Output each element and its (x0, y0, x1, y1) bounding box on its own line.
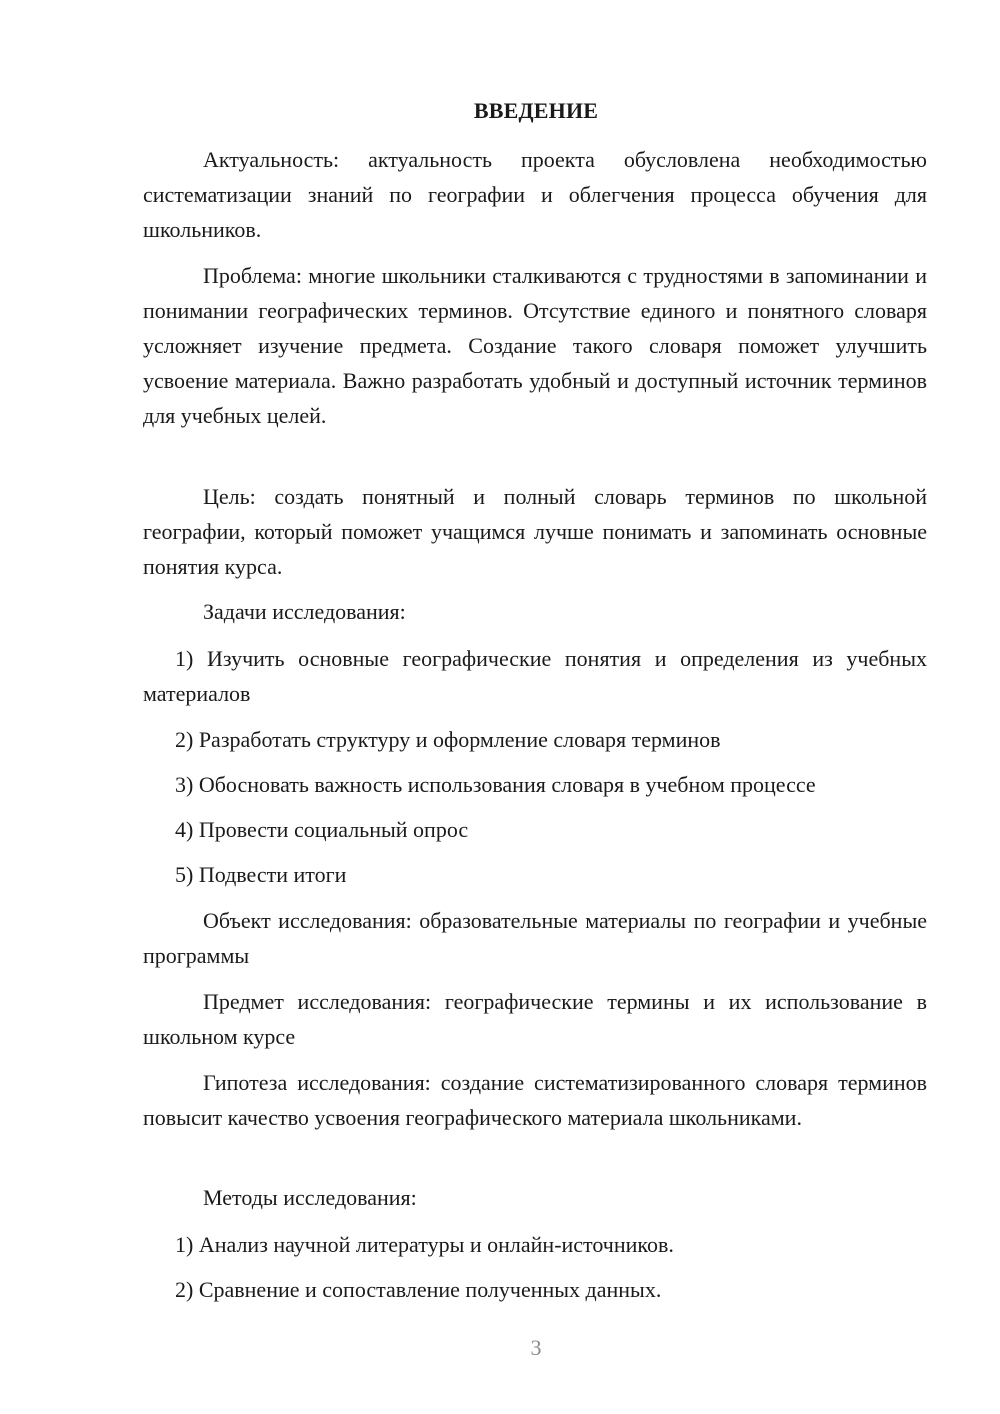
page-number: 3 (530, 1335, 542, 1360)
method-item-1: 1) Анализ научной литературы и онлайн-источников. (175, 1232, 674, 1257)
hypothesis-paragraph: Гипотеза исследования: создание систематизированного словаря терминов повысит качество усвоения географического материала школьниками. (143, 1070, 927, 1130)
task-item-3: 3) Обосновать важность использования словаря в учебном процессе (175, 772, 816, 797)
tasks-heading: Задачи исследования: (203, 599, 406, 624)
task-item-2: 2) Разработать структуру и оформление словаря терминов (175, 727, 721, 752)
method-item-2: 2) Сравнение и сопоставление полученных данных. (175, 1277, 662, 1302)
task-item-5: 5) Подвести итоги (175, 862, 347, 887)
relevance-paragraph: Актуальность: актуальность проекта обусловлена необходимостью систематизации знаний по географии и облегчения процесса обучения для школьников. (143, 147, 927, 242)
task-item-4: 4) Провести социальный опрос (175, 817, 469, 842)
subject-paragraph: Предмет исследования: географические термины и их использование в школьном курсе (143, 989, 927, 1049)
object-paragraph: Объект исследования: образовательные материалы по географии и учебные программы (143, 908, 927, 968)
goal-paragraph: Цель: создать понятный и полный словарь терминов по школьной географии, который поможет учащимся лучше понимать и запоминать основные понятия курса. (143, 484, 927, 579)
task-item-1: 1) Изучить основные географические понятия и определения из учебных материалов (143, 646, 927, 706)
methods-heading: Методы исследования: (203, 1185, 417, 1210)
section-heading: ВВЕДЕНИЕ (473, 98, 599, 123)
problem-paragraph: Проблема: многие школьники сталкиваются с трудностями в запоминании и понимании географических терминов. Отсутствие единого и понятного словаря усложняет изучение предмета. Создание такого словаря поможет улучшить усвоение материала. Важно разработать удобный и доступный источник терминов для учебных целей. (143, 263, 927, 428)
